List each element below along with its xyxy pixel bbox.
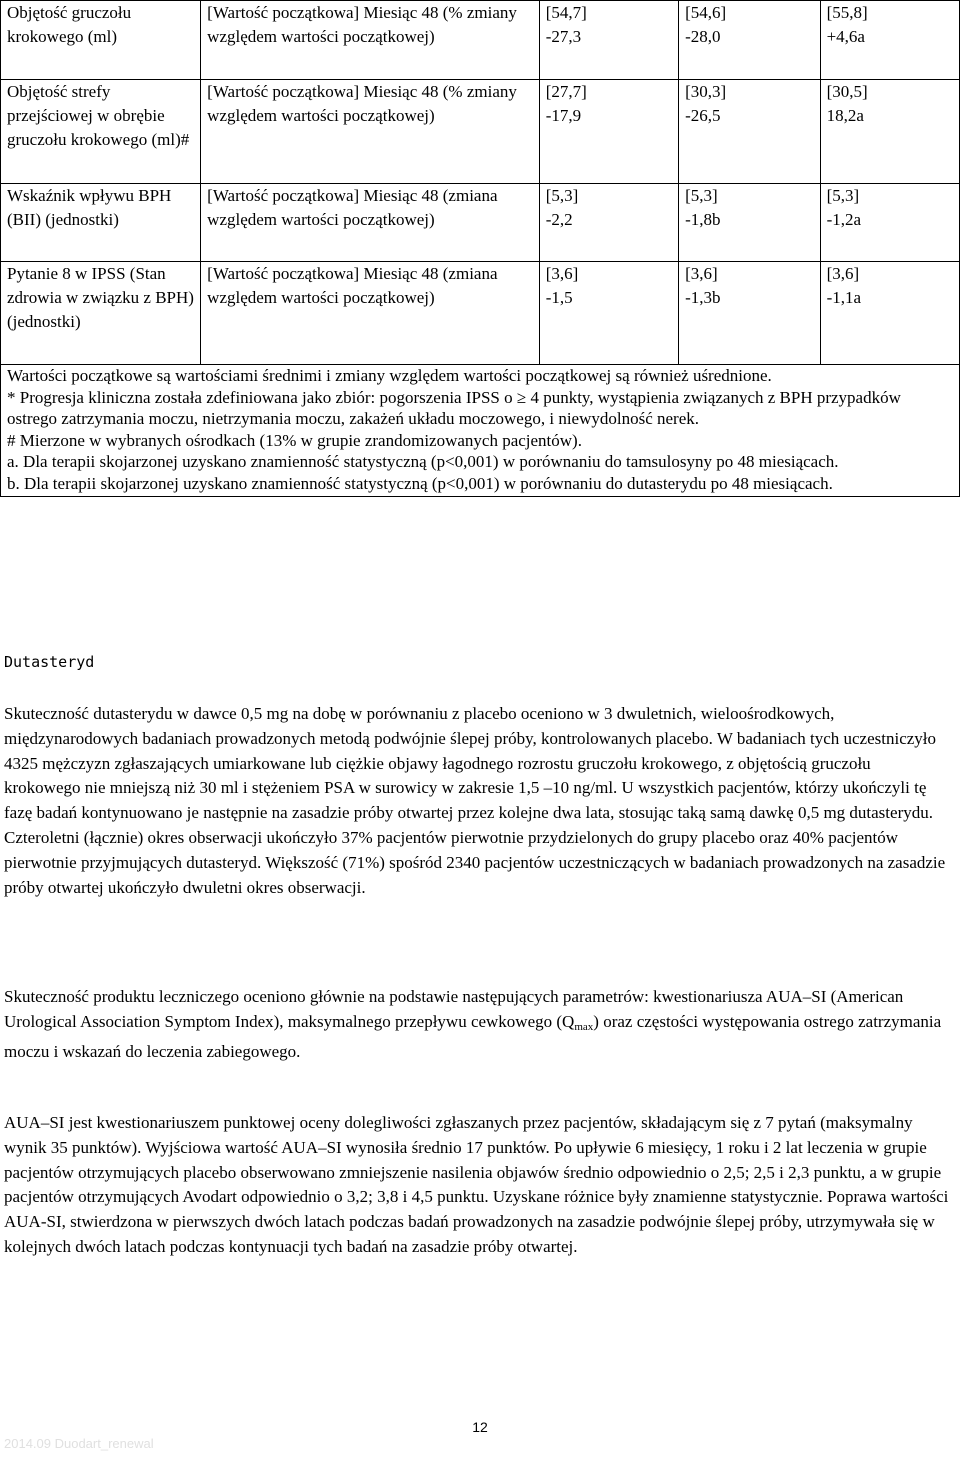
value-cell [679, 262, 820, 365]
value-cell [820, 1, 959, 80]
footnote-b: b. Dla terapii skojarzonej uzyskano znamienność statystyczną (p<0,001) w porównaniu do dutasterydu po 48 miesiącach. [7, 473, 833, 493]
parameter-cell: Pytanie 8 w IPSS (Stan zdrowia w związku z BPH) (jednostki) [1, 262, 201, 365]
value-cell [820, 262, 959, 365]
section-heading: Dutasteryd [4, 653, 95, 671]
baseline-value: [54,6] [685, 3, 727, 22]
value-cell [820, 80, 959, 184]
baseline-value: [3,6] [545, 264, 579, 283]
paragraph-efficacy-parameters [4, 985, 950, 1064]
value-cell [539, 1, 678, 80]
change-value: -2,2 [545, 210, 573, 229]
change-value: -1,3b [685, 288, 721, 307]
value-cell [539, 80, 678, 184]
measure-cell: [Wartość początkowa] Miesiąc 48 (zmiana względem wartości początkowej) [201, 184, 540, 262]
baseline-value: [30,5] [826, 82, 868, 101]
table-row [1, 262, 960, 365]
change-value: -1,1a [826, 288, 862, 307]
footnote-hash: # Mierzone w wybranych ośrodkach (13% w grupie zrandomizowanych pacjentów). [7, 430, 582, 450]
change-value: -1,5 [545, 288, 573, 307]
page-number: 12 [472, 1419, 488, 1435]
paragraph-efficacy-trials: Skuteczność dutasterydu w dawce 0,5 mg na dobę w porównaniu z placebo oceniono w 3 dwuletnich, wieloośrodkowych, międzynarodowych badaniach prowadzonych metodą podwójnie ślepej próby, kontrolowanych placebo. W badaniach tych uczestniczyło 4325 mężczyzn zgłaszających umiarkowane lub ciężkie objawy łagodnego rozrostu gruczołu krokowego, z objętością gruczołu krokowego nie mniejszą niż 30 ml i stężeniem PSA w surowicy w zakresie 1,5 –10 ng/ml. U wszystkich pacjentów, którzy ukończyli tę fazę badań kontynuowano je następnie na zasadzie próby otwartej przez kolejne dwa lata, stosując taką samą dawkę 0,5 mg dutasterydu. Czteroletni (łącznie) okres obserwacji ukończyło 37% pacjentów pierwotnie przydzielonych do grupy placebo oraz 40% pacjentów pierwotnie przyjmujących dutasteryd. Większość (71%) spośród 2340 pacjentów uczestniczących w badaniach prowadzonych na zasadzie próby otwartej ukończyło dwuletni okres obserwacji. [4, 704, 946, 897]
footnote-baseline: Wartości początkowe są wartościami średnimi i zmiany względem wartości początkowej są również uśrednione. [7, 366, 772, 385]
table-footnotes [1, 365, 960, 497]
table-footnote-row [1, 365, 960, 497]
table-row [1, 1, 960, 80]
baseline-value: [27,7] [545, 82, 587, 101]
measure-cell: [Wartość początkowa] Miesiąc 48 (% zmiany względem wartości początkowej) [201, 1, 540, 80]
value-cell [679, 1, 820, 80]
change-value: -1,2a [826, 210, 862, 229]
change-value: -28,0 [685, 27, 721, 46]
baseline-value: [54,7] [545, 3, 587, 22]
footnote-star: * Progresja kliniczna została zdefiniowana jako zbiór: pogorszenia IPSS o ≥ 4 punkty, wystąpienia związanych z BPH przypadków ostrego zatrzymania moczu, nietrzymania moczu, zakażeń układu moczowego, i niewydolność nerek. [7, 387, 901, 428]
baseline-value: [5,3] [685, 186, 718, 205]
footnote-a: a. Dla terapii skojarzonej uzyskano znamienność statystyczną (p<0,001) w porównaniu do tamsulosyny po 48 miesiącach. [7, 452, 839, 471]
measure-cell: [Wartość początkowa] Miesiąc 48 (zmiana względem wartości początkowej) [201, 262, 540, 365]
value-cell [539, 184, 678, 262]
change-value: -26,5 [685, 106, 721, 125]
document-id: 2014.09 Duodart_renewal [4, 1436, 154, 1451]
parameter-cell: Wskaźnik wpływu BPH (BII) (jednostki) [1, 184, 201, 262]
parameter-cell: Objętość gruczołu krokowego (ml) [1, 1, 201, 80]
baseline-value: [3,6] [685, 264, 718, 283]
baseline-value: [5,3] [826, 186, 860, 205]
change-value: -1,8b [685, 210, 721, 229]
parameter-cell: Objętość strefy przejściowej w obrębie gruczołu krokowego (ml)# [1, 80, 201, 184]
measure-cell: [Wartość początkowa] Miesiąc 48 (% zmiany względem wartości początkowej) [201, 80, 540, 184]
change-value: +4,6a [826, 27, 865, 46]
paragraph-text: ) oraz częstości występowania ostrego zatrzymania moczu i wskazań do leczenia zabiegowego. [4, 1011, 942, 1061]
paragraph-text: Skuteczność produktu leczniczego oceniono głównie na podstawie następujących parametrów: kwestionariusza AUA–SI (American Urological Association Symptom Index), maksymalnego przepływu cewkowego (Q [4, 987, 904, 1031]
change-value: 18,2a [826, 106, 864, 125]
results-table [0, 0, 960, 497]
baseline-value: [55,8] [826, 3, 868, 22]
change-value: -17,9 [545, 106, 582, 125]
value-cell [679, 184, 820, 262]
table-row [1, 184, 960, 262]
value-cell [539, 262, 678, 365]
table-row [1, 80, 960, 184]
value-cell [679, 80, 820, 184]
baseline-value: [3,6] [826, 264, 860, 283]
baseline-value: [5,3] [545, 186, 579, 205]
value-cell [820, 184, 959, 262]
subscript-max: max [574, 1020, 594, 1033]
paragraph-aua-si: AUA–SI jest kwestionariuszem punktowej oceny dolegliwości zgłaszanych przez pacjentów, składającym się z 7 pytań (maksymalny wynik 35 punktów). Wyjściowa wartość AUA–SI wynosiła średnio 17 punktów. Po upływie 6 miesięcy, 1 roku i 2 lat leczenia w grupie pacjentów otrzymujących placebo obserwowano zmniejszenie nasilenia objawów średnio odpowiednio o 2,5; 2,5 i 2,3 punktu, a w grupie pacjentów otrzymujących Avodart odpowiednio o 3,2; 3,8 i 4,5 punktu. Uzyskane różnice były znamienne statystycznie. Poprawa wartości AUA-SI, stwierdzona w pierwszych dwóch latach podczas badań prowadzonych na zasadzie podwójnie ślepej próby, utrzymywała się w kolejnych dwóch latach podczas kontynuacji tych badań na zasadzie próby otwartej. [4, 1113, 949, 1256]
change-value: -27,3 [545, 27, 582, 46]
baseline-value: [30,3] [685, 82, 727, 101]
